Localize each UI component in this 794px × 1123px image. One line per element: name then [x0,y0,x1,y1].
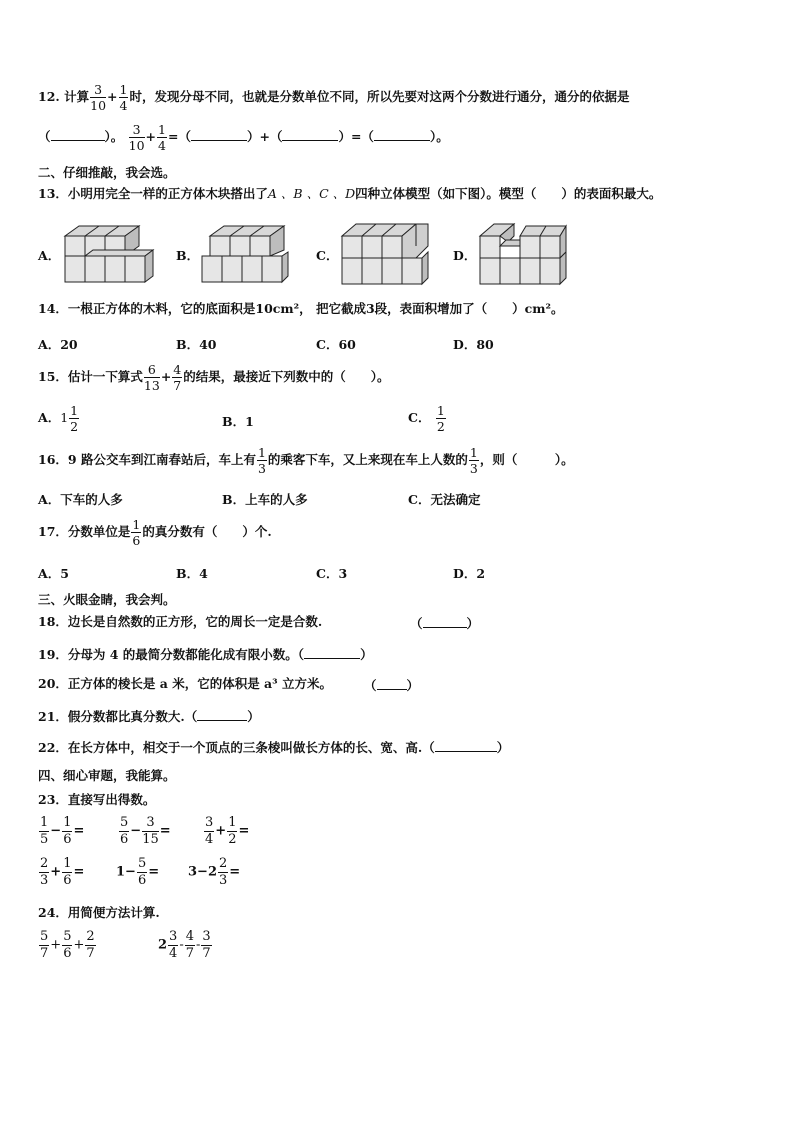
section-heading-4: 四、细心审题，我能算。 [38,768,176,783]
q13-text: 13．小明用完全一样的正方体木块搭出了A 、B 、C 、D四种立体模型（如下图）。模型（ ）的表面积最大。 [38,186,662,201]
q16-text: 16．9 路公交车到江南春站后，车上有 $\frac{1}{3}$ 的乘客下车，又上来现在车上人数的 $\frac{1}{3}$ ，则（ ）。 [38,445,574,477]
fraction: $\frac{5}{6}$ [137,856,147,888]
cube-model-b-figure [200,222,292,286]
fraction: $\frac{1}{4}$ [158,122,166,154]
answer-blank[interactable] [423,616,467,628]
answer-blank[interactable] [374,129,430,141]
q17-option-c[interactable]: C．3 [316,566,348,581]
q14-option-a[interactable]: A．20 [38,337,78,352]
q17-text: 17．分数单位是 $\frac{1}{6}$ 的真分数有（ ）个. [38,517,272,549]
answer-blank[interactable] [51,129,105,141]
q13-option-d-label[interactable]: D． [453,248,477,263]
q14-option-b[interactable]: B．40 [176,337,217,352]
q23-expr-6: 3−2 $\frac{2}{3}$ = [188,856,241,888]
q14-text: 14．一根正方体的木料，它的底面积是10cm²， 把它截成3段，表面积增加了（ ）cm²。 [38,301,564,316]
fraction: $\frac{1}{2}$ [436,403,445,435]
q15-option-c[interactable]: C． $\frac{1}{2}$ [408,403,445,435]
q23-expr-1: $\frac{1}{5}$ − $\frac{1}{6}$ = [40,815,85,847]
q17-option-a[interactable]: A．5 [38,566,69,581]
q22-text: 22．在长方体中，相交于一个顶点的三条棱叫做长方体的长、宽、高.（ ） [38,740,510,755]
cube-model-a-figure [63,222,155,286]
fraction: $\frac{1}{2}$ [70,403,79,435]
fraction: $\frac{2}{7}$ [86,929,95,961]
q16-option-a[interactable]: A．下车的人多 [38,492,123,507]
q13-option-b-label[interactable]: B． [176,248,200,263]
q23-title: 23．直接写出得数。 [38,792,156,807]
fraction: $\frac{4}{7}$ [185,929,195,961]
q24-expr-1: $\frac{5}{7}$ + $\frac{5}{6}$ + $\frac{2}{7}$ [40,929,95,961]
fraction: $\frac{3}{15}$ [142,815,159,847]
fraction: $\frac{3}{10}$ [90,82,107,114]
fraction: $\frac{5}{7}$ [40,929,49,961]
q12-line1: 12. 计算 $\frac{3}{10}$ + $\frac{1}{4}$ 时，发现分母不同，也就是分数单位不同，所以先要对这两个分数进行通分，通分的依据是 [38,82,630,114]
q20-answer[interactable]: （ ） [364,678,420,693]
fraction: $\frac{3}{4}$ [205,815,214,847]
answer-blank[interactable] [377,678,407,690]
q23-expr-3: $\frac{3}{4}$ + $\frac{1}{2}$ = [205,815,250,847]
answer-blank[interactable] [191,129,247,141]
q15-option-a[interactable]: A．1 $\frac{1}{2}$ [38,403,79,435]
fraction: $\frac{1}{5}$ [40,815,49,847]
q23-expr-2: $\frac{5}{6}$ − $\frac{3}{15}$ = [120,815,171,847]
q14-option-c[interactable]: C．60 [316,337,356,352]
fraction: $\frac{5}{6}$ [120,815,129,847]
q19-text: 19．分母为 4 的最简分数都能化成有限小数。（ ） [38,647,373,662]
q12-line2: （ ）。 $\frac{3}{10}$ + $\frac{1}{4}$ =（ ）+（ ）=（ ）。 [38,122,449,154]
q13-option-c-label[interactable]: C． [316,248,339,263]
fraction: $\frac{3}{10}$ [128,122,145,154]
fraction: $\frac{1}{4}$ [119,82,128,114]
q14-option-d[interactable]: D．80 [453,337,494,352]
fraction: $\frac{1}{6}$ [63,856,72,888]
fraction: $\frac{6}{13}$ [143,362,160,394]
fraction: $\frac{1}{3}$ [257,445,266,477]
answer-blank[interactable] [435,740,497,752]
fraction: $\frac{5}{6}$ [63,929,72,961]
q18-answer[interactable]: （ ） [410,616,480,631]
section-heading-2: 二、仔细推敲，我会选。 [38,165,176,180]
q13-option-a-label[interactable]: A． [38,248,61,263]
fraction: $\frac{1}{6}$ [63,815,72,847]
q16-option-c[interactable]: C．无法确定 [408,492,481,507]
fraction: $\frac{3}{7}$ [202,929,211,961]
q15-text: 15．估计一下算式 $\frac{6}{13}$ + $\frac{4}{7}$ 的结果，最接近下列数中的（ ）。 [38,362,390,394]
fraction: $\frac{1}{3}$ [469,445,478,477]
fraction: $\frac{1}{2}$ [228,815,237,847]
q18-text: 18．边长是自然数的正方形，它的周长一定是合数. [38,614,323,629]
cube-model-d-figure [478,216,570,286]
fraction: $\frac{4}{7}$ [173,362,182,394]
q15-option-b[interactable]: B．1 [222,414,254,429]
q24-expr-2: 2 $\frac{3}{4}$ - $\frac{4}{7}$ - $\frac{3}{7}$ [158,929,211,961]
cube-model-c-figure [340,216,432,286]
answer-blank[interactable] [282,129,338,141]
fraction: $\frac{3}{4}$ [169,929,178,961]
q21-text: 21．假分数都比真分数大.（ ） [38,709,260,724]
q23-expr-5: 1− $\frac{5}{6}$ = [116,856,160,888]
q23-expr-4: $\frac{2}{3}$ + $\frac{1}{6}$ = [40,856,85,888]
fraction: $\frac{2}{3}$ [219,856,228,888]
q16-option-b[interactable]: B．上车的人多 [222,492,308,507]
q17-option-b[interactable]: B．4 [176,566,208,581]
q17-option-d[interactable]: D．2 [453,566,486,581]
section-heading-3: 三、火眼金睛，我会判。 [38,592,176,607]
answer-blank[interactable] [304,647,360,659]
answer-blank[interactable] [197,709,247,721]
fraction: $\frac{2}{3}$ [40,856,49,888]
fraction: $\frac{1}{6}$ [132,517,141,549]
q24-title: 24．用简便方法计算. [38,905,160,920]
q20-text: 20．正方体的棱长是 a 米，它的体积是 a³ 立方米。 [38,676,332,691]
